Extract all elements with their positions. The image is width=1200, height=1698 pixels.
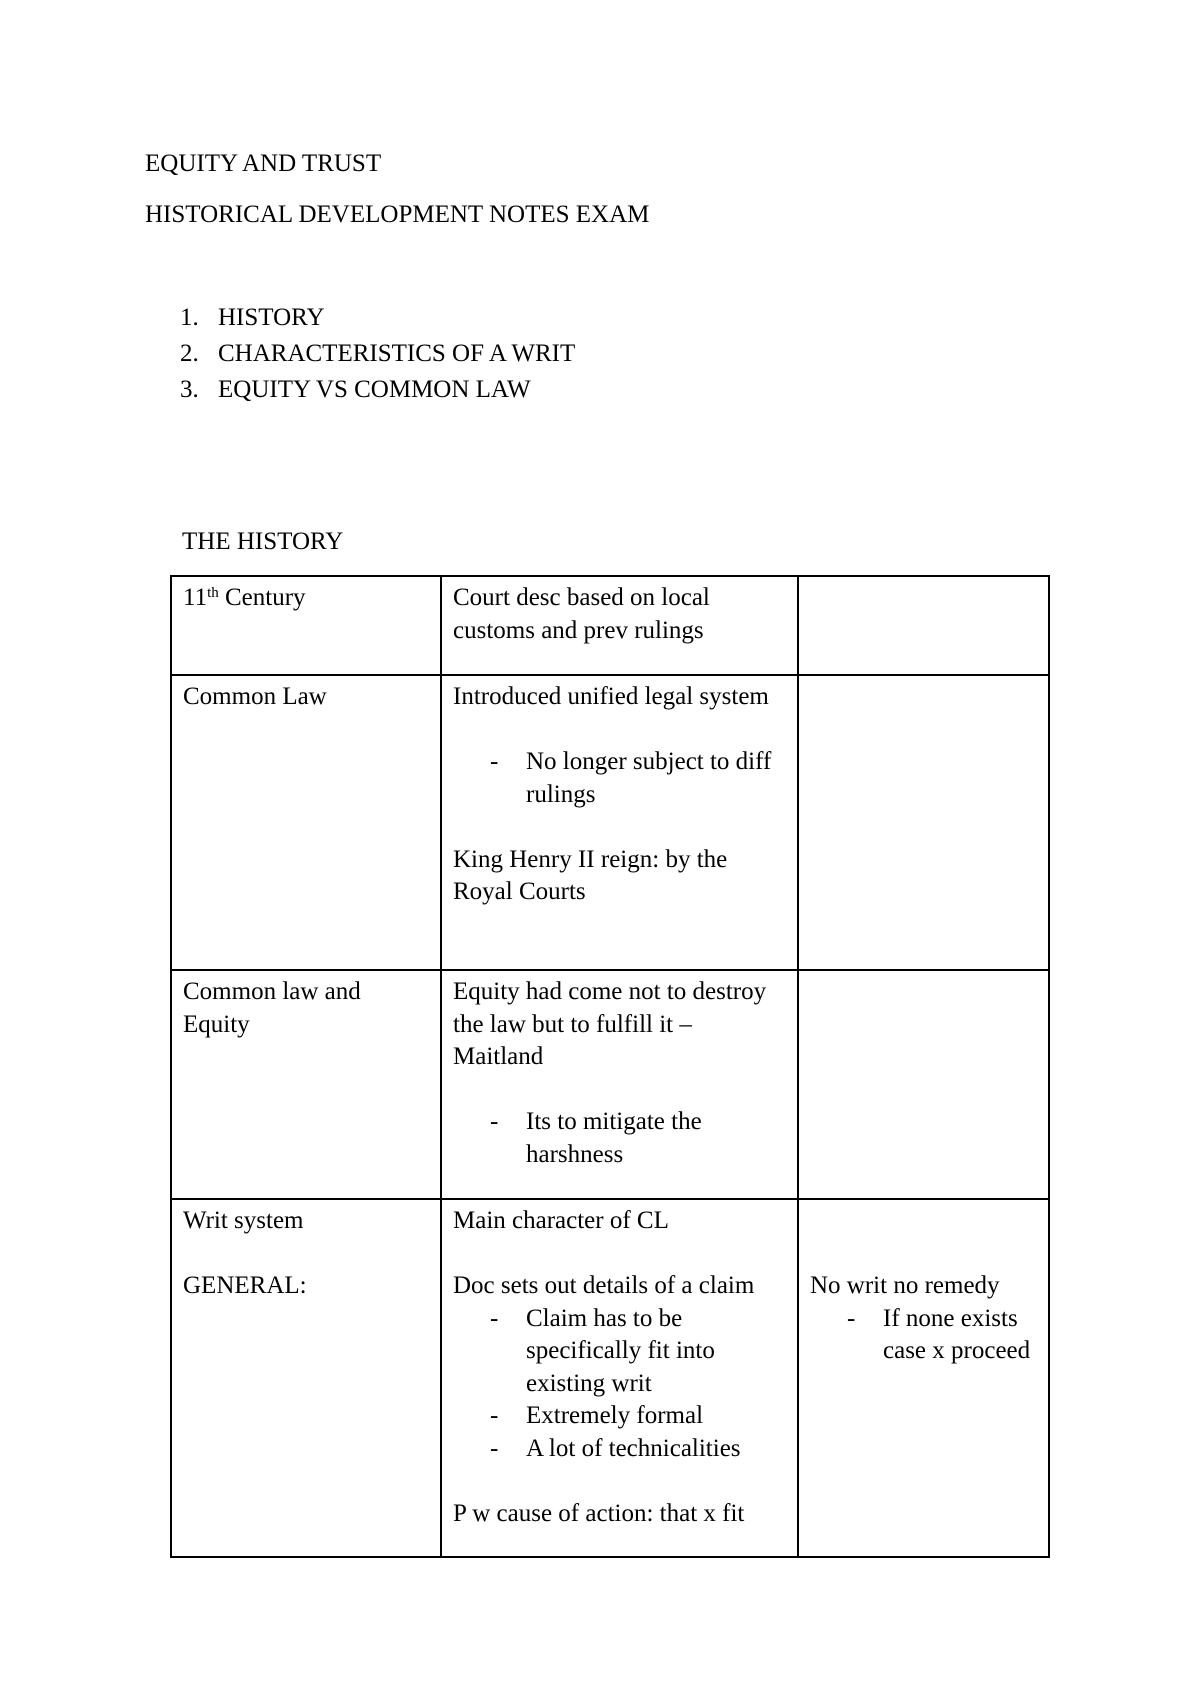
bullet-item: [453, 1433, 787, 1466]
description-text: Introduced unified legal system: [453, 683, 769, 710]
description-cell: [441, 576, 798, 675]
topic-superscript: th: [207, 585, 219, 601]
topic-text-suffix: Century: [218, 584, 306, 611]
description-text: P w cause of action: that x fit: [453, 1499, 745, 1527]
table-row: [171, 970, 1049, 1199]
bullet-item: [453, 1400, 787, 1433]
toc-item: [180, 338, 575, 374]
bullet-text: Claim has to be specifically fit into existing writ: [526, 1304, 715, 1397]
notes-cell: [798, 675, 1049, 970]
toc-item-label: EQUITY VS COMMON LAW: [218, 376, 531, 403]
document-subtitle: HISTORICAL DEVELOPMENT NOTES EXAM: [145, 201, 650, 228]
topic-cell: [171, 970, 441, 1199]
description-cell: [441, 970, 798, 1199]
toc-item-number: 1.: [180, 304, 199, 331]
description-text: Doc sets out details of a claim: [453, 1272, 755, 1299]
bullet-text: If none exists case x proceed: [883, 1304, 1031, 1364]
table-row: [171, 675, 1049, 970]
bullet-text: Extremely formal: [526, 1402, 704, 1429]
topic-text: Common law and Equity: [183, 978, 361, 1038]
topic-cell: [171, 1199, 441, 1557]
table-row: [171, 1199, 1049, 1557]
bullet-dash: -: [847, 1304, 856, 1332]
notes-cell: [798, 970, 1049, 1199]
description-cell: [441, 1199, 798, 1557]
table-row: [171, 576, 1049, 675]
bullet-text: Its to mitigate the harshness: [526, 1108, 702, 1168]
bullet-dash: -: [490, 748, 499, 775]
topic-cell: [171, 576, 441, 675]
topic-cell: [171, 675, 441, 970]
bullet-dash: -: [490, 1108, 499, 1135]
description-text: Main character of CL: [453, 1207, 669, 1234]
description-text: King Henry II reign: by the Royal Courts: [453, 845, 728, 905]
bullet-item: [453, 1303, 787, 1401]
topic-text: Common Law: [183, 683, 327, 710]
document-title: EQUITY AND TRUST: [145, 150, 382, 177]
notes-cell: [798, 1199, 1049, 1557]
bullet-item: [453, 1106, 787, 1171]
bullet-text: No longer subject to diff rulings: [526, 748, 772, 808]
table-of-contents: [180, 302, 575, 410]
description-text: Court desc based on local customs and prev rulings: [453, 584, 710, 644]
topic-text: 11: [183, 584, 208, 611]
description-cell: [441, 675, 798, 970]
topic-subtext: GENERAL:: [183, 1272, 307, 1299]
toc-item: [180, 302, 575, 338]
bullet-dash: -: [490, 1304, 499, 1332]
toc-item: [180, 374, 575, 410]
description-text: Equity had come not to destroy the law but to fulfill it – Maitland: [453, 978, 767, 1070]
toc-item-number: 3.: [180, 376, 199, 403]
note-text: No writ no remedy: [810, 1272, 1000, 1299]
bullet-dash: -: [490, 1434, 499, 1462]
section-heading: THE HISTORY: [182, 528, 344, 555]
topic-text: Writ system: [183, 1207, 304, 1234]
bullet-text: A lot of technicalities: [526, 1434, 741, 1462]
toc-item-label: CHARACTERISTICS OF A WRIT: [218, 340, 576, 367]
toc-item-number: 2.: [180, 340, 199, 367]
bullet-dash: -: [490, 1402, 499, 1429]
bullet-item: [810, 1303, 1038, 1368]
bullet-item: [453, 746, 787, 811]
history-table: [170, 575, 1050, 1558]
notes-cell: [798, 576, 1049, 675]
toc-item-label: HISTORY: [218, 304, 325, 331]
